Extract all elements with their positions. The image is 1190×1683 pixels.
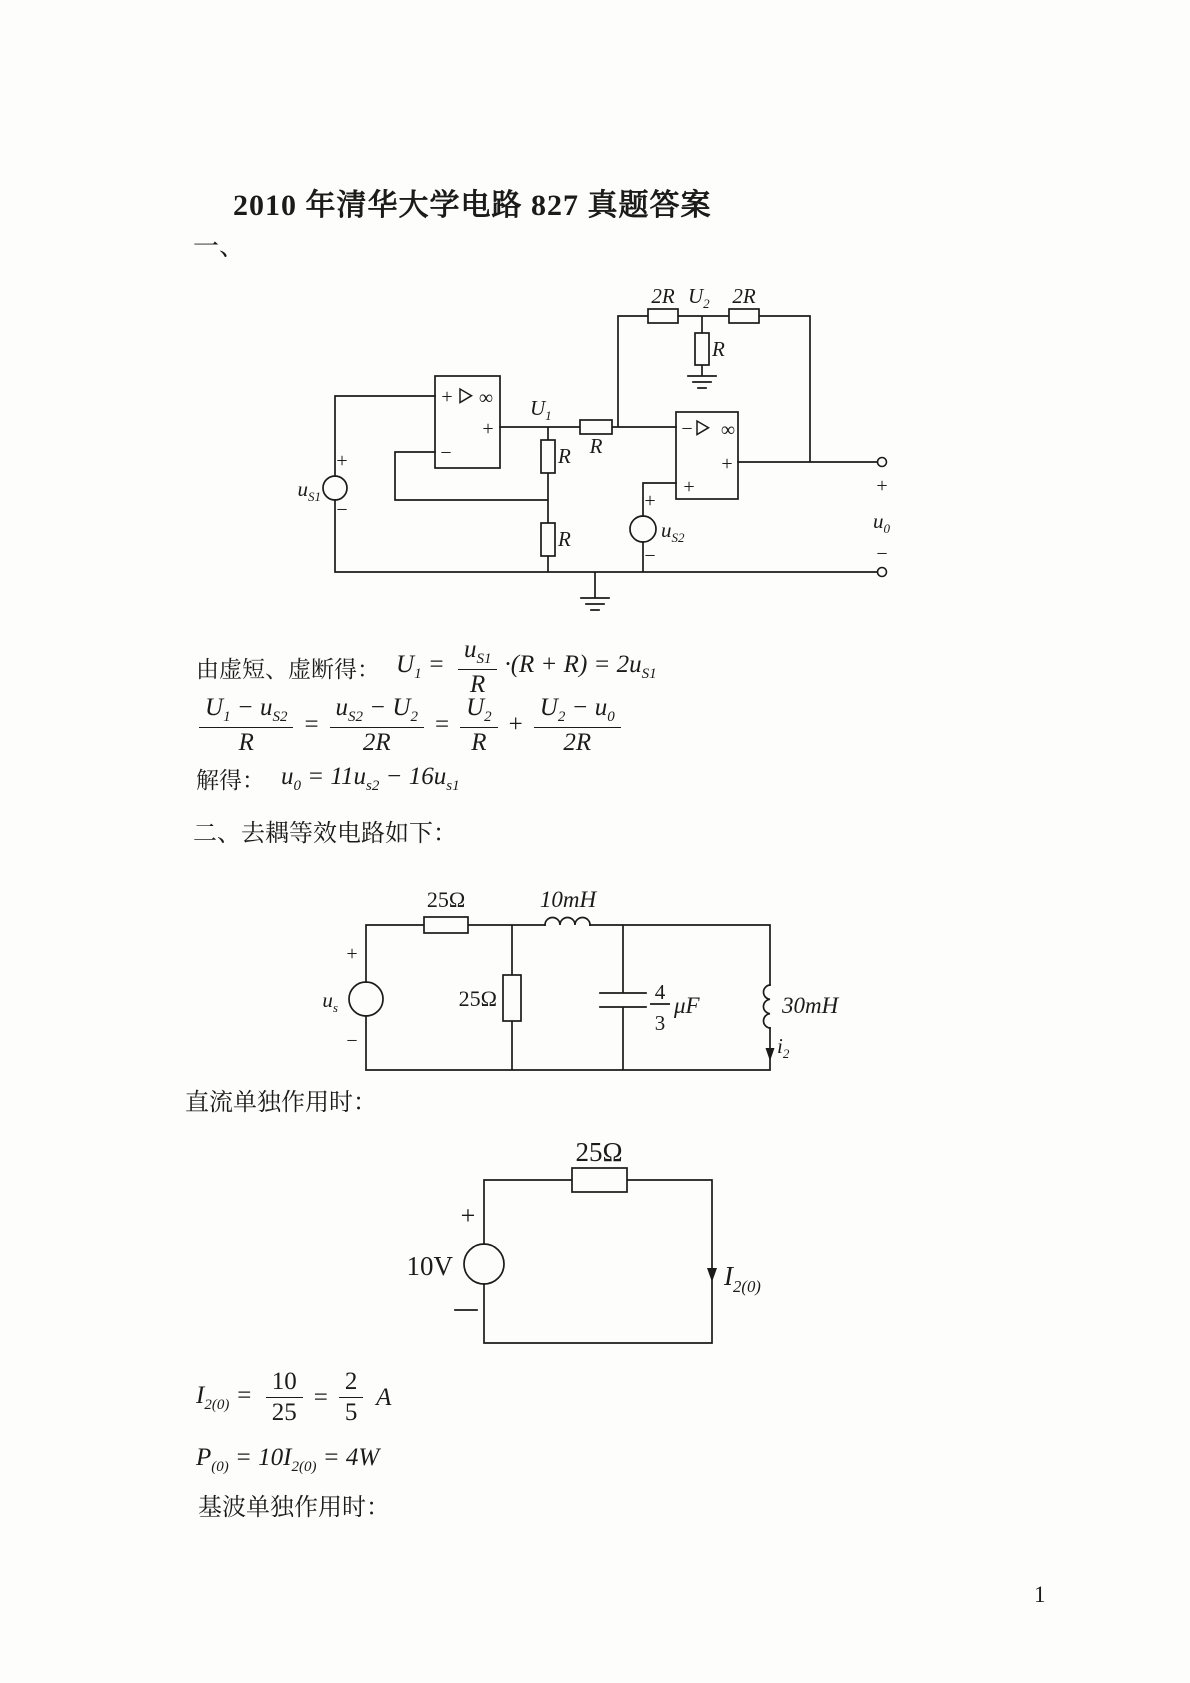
resistor-2R-top-left [648, 309, 678, 323]
opamp1-minus-input: − [440, 442, 452, 464]
page-number: 1 [1034, 1582, 1046, 1607]
label-u0: $u_0$ [873, 509, 890, 536]
label-R-top-middle: R [712, 337, 725, 361]
label-2R-left: 2R [651, 284, 675, 308]
equals-sign: = [313, 1383, 328, 1411]
opamp2-triangle-icon [697, 421, 709, 435]
label-10mH: 10mH [539, 887, 597, 912]
dc-case-heading: 直流单独作用时： [185, 1090, 377, 1116]
equation1-cn-label: 由虚短、虚断得： [196, 656, 380, 682]
label-i2: $i_2$ [777, 1034, 790, 1061]
fundamental-case-heading: 基波单独作用时： [198, 1495, 390, 1521]
circuit1-diagram [290, 255, 890, 620]
opamp2-output-plus: + [721, 453, 733, 475]
resistor-R-divider-lower [541, 523, 555, 556]
resistor-25ohm-shunt [503, 975, 521, 1021]
fraction: $\frac{U_1 - u_{S2}}{R}$ [199, 694, 293, 757]
current-I20-arrow [707, 1268, 717, 1282]
equation5-body: $P_{(0)} = 10I_{2(0)} = 4W$ [196, 1444, 380, 1475]
current-i2-arrow [766, 1048, 775, 1061]
us1-plus-mark: + [336, 450, 348, 472]
label-R-series: R [589, 434, 603, 458]
opamp2-plus-input: + [683, 476, 695, 498]
opamp1-output-plus: + [482, 418, 494, 440]
equals-sign: = [304, 711, 319, 739]
opamp1-triangle-icon [460, 389, 472, 403]
label-30mH: 30mH [782, 993, 839, 1018]
opamp1-plus-input: + [441, 386, 453, 408]
inductor-30mH-coil [763, 985, 770, 1028]
output-terminal-minus [878, 568, 887, 577]
inductor-10mH-coil [545, 918, 590, 925]
label-us: $u_s$ [322, 988, 338, 1015]
label-us1: $u_{S1}$ [297, 477, 321, 504]
source-us1-symbol [323, 476, 347, 500]
opamp2-infinity-icon: ∞ [720, 419, 736, 441]
circuit1-wire-path [335, 316, 877, 610]
label-U1: $U_1$ [530, 396, 552, 423]
circuit3-wires [455, 1180, 712, 1343]
circuit1-wires [335, 316, 877, 610]
fraction: $\frac{u_{S2} - U_2}{2R}$ [330, 694, 424, 757]
label-U2: $U_2$ [688, 284, 710, 311]
plus-sign: + [508, 711, 523, 739]
label-10V: 10V [406, 1251, 453, 1281]
us1-minus-mark: − [336, 499, 348, 521]
opamp1-infinity-icon: ∞ [478, 387, 494, 409]
source-us-symbol [349, 982, 383, 1016]
resistor-R-divider-upper [541, 440, 555, 473]
u0-plus-mark: + [876, 475, 888, 497]
fraction: $\frac{2}{5}$ [339, 1368, 364, 1427]
source-us2-symbol [630, 516, 656, 542]
resistor-25ohm-series [424, 917, 468, 933]
cap-fraction-denominator: 3 [654, 1011, 666, 1035]
fraction: $\frac{10}{25}$ [266, 1368, 303, 1427]
resistor-25ohm [572, 1168, 627, 1192]
u0-minus-mark: − [876, 543, 888, 565]
us-plus-mark: + [346, 943, 358, 965]
page-title: 2010 年清华大学电路 827 真题答案 [233, 189, 712, 222]
label-microfarad: μF [674, 993, 700, 1018]
equation3-body: $u_0 = 11u_{s2} - 16u_{s1}$ [281, 762, 460, 794]
equation-result [196, 762, 460, 795]
equation3-cn-label: 解得： [196, 768, 265, 793]
section-1-marker: 一、 [193, 232, 246, 261]
resistor-R-top-middle [695, 333, 709, 365]
equation4-lhs: $I_{2(0)}$ = [196, 1381, 259, 1413]
label-us2: $u_{S2}$ [661, 518, 685, 545]
equation-I20 [196, 1368, 391, 1427]
fraction: $\frac{U_2}{R}$ [460, 694, 498, 757]
label-R-divider-lower: R [558, 527, 571, 551]
resistor-R-series [580, 420, 612, 434]
label-2R-right: 2R [732, 284, 756, 308]
circuit3-diagram [370, 1125, 800, 1360]
label-25ohm-series: 25Ω [426, 887, 466, 912]
cap-fraction-numerator: 4 [654, 980, 666, 1004]
circuit3-wire-path [455, 1180, 712, 1343]
fraction: $\frac{U_2 - u_0}{2R}$ [534, 694, 621, 757]
opamp2-minus-input: − [681, 418, 693, 440]
equation1-lhs: $U_1$ = [396, 651, 451, 683]
output-terminal-plus [878, 458, 887, 467]
label-25ohm-shunt: 25Ω [458, 986, 497, 1011]
equation-node-kcl [196, 694, 624, 757]
us2-minus-mark: − [644, 545, 656, 567]
us2-plus-mark: + [644, 490, 656, 512]
section-2-heading: 二、去耦等效电路如下： [193, 821, 457, 847]
source-plus-mark: + [460, 1201, 476, 1230]
label-25ohm: 25Ω [575, 1137, 623, 1167]
us-minus-mark: − [346, 1030, 358, 1052]
equals-sign: = [434, 711, 450, 739]
circuit2-wire-path [366, 925, 770, 1070]
fraction: $\frac{u_{S1}}{R}$ [458, 636, 498, 699]
circuit2-wires [366, 918, 770, 1070]
equation-power [196, 1444, 379, 1476]
label-I20: $I_{2(0)}$ [724, 1261, 761, 1296]
equation1-rhs: $\cdot(R + R) = 2u_{S1}$ [504, 651, 657, 683]
resistor-2R-top-right [729, 309, 759, 323]
circuit2-diagram [290, 860, 850, 1085]
equation-virtual-short [196, 636, 657, 699]
equation4-unit: A [370, 1383, 392, 1411]
label-R-divider-upper: R [558, 444, 571, 468]
source-10V-symbol [464, 1244, 504, 1284]
